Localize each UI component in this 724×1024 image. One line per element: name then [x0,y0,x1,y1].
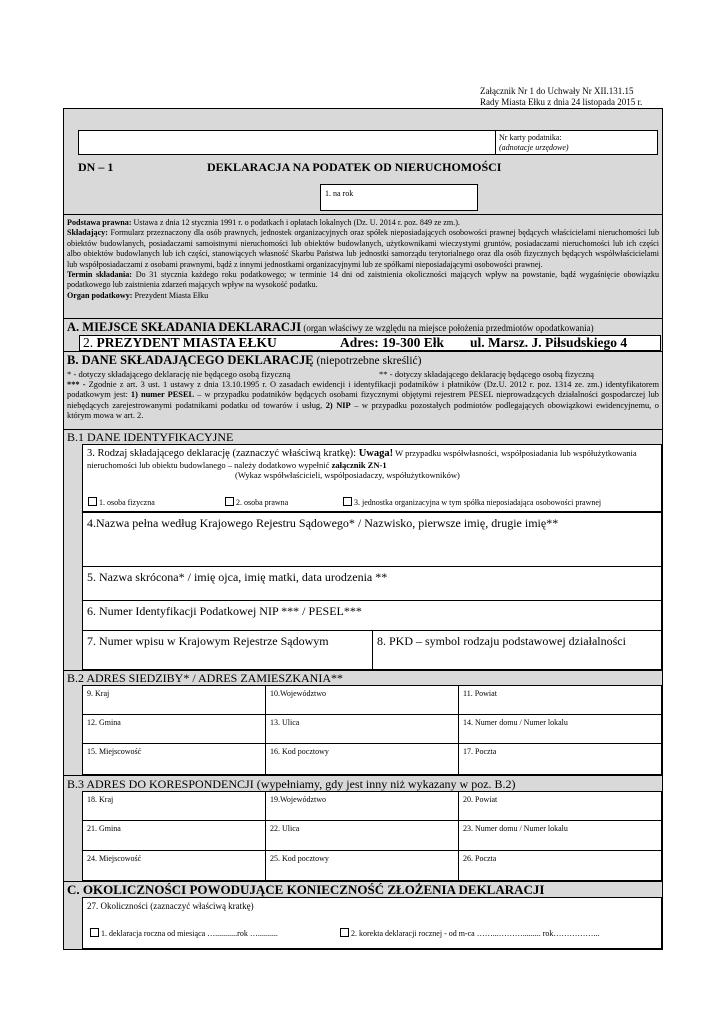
post-office-field[interactable]: 17. Poczta [458,743,662,775]
full-name-field[interactable]: 4.Nazwa pełna według Krajowego Rejestru Sądowego* / Nazwisko, pierwsze imię, drugie imię** [82,512,662,567]
tax-id-field[interactable]: 6. Numer Identyfikacji Podatkowej NIP *** / PESEL*** [82,600,662,631]
county-field[interactable]: 11. Powiat [458,685,662,715]
krs-number-field[interactable]: 7. Numer wpisu w Krajowym Rejestrze Sądowym [82,630,373,670]
annex-reference: Załącznik Nr 1 do Uchwały Nr XII.131.15 Rady Miasta Ełku z dnia 24 listopada 2015 r. [480,86,643,107]
option-natural-person[interactable]: 1. osoba fizyczna [88,497,155,508]
corr-voivodeship-field[interactable]: 19.Województwo [265,791,459,821]
option-annual-declaration[interactable]: 1. deklaracja roczna od miesiąca …...........rok ….......... [90,928,278,939]
municipality-field[interactable]: 12. Gmina [82,714,266,744]
section-b2-heading: B.2 ADRES SIEDZIBY* / ADRES ZAMIESZKANIA** [67,671,344,685]
house-number-field[interactable]: 14. Numer domu / Numer lokalu [458,714,662,744]
corr-city-field[interactable]: 24. Miejscowość [82,850,266,881]
section-c-heading: C. OKOLICZNOŚCI POWODUJĄCE KONIECZNOŚĆ ZŁOŻENIA DEKLARACJI [67,882,545,897]
legal-basis: Podstawa prawna: Ustawa z dnia 12 stycznia 1991 r. o podatkach i opłatach lokalnych (Dz. U. 2014 r. poz. 849 ze zm.). Składający: Formularz przeznaczony dla osób prawnych, jednostek organizacyjnych oraz spółek nieposiadających osobowości prawnej będących właścicielami nieruchomości lub obiektów budowlanych, posiadaczami samoistnymi nieruchomości lub obiektów budowlanych, użytkownikami wieczystymi gruntów, posiadaczami nieruchomości lub ich części albo obiektów budowlanych lub ich części, stanowiących własność Skarbu Państwa lub jednostki samorządu terytorialnego oraz dla osób fizycznych będących współwłaścicielami lub współposiadaczami z osobami prawnymi, bądź z innymi jednostkami organizacyjnymi lub ze spółkami nieposiadającymi osobowości prawnej. Termin składania: Do 31 stycznia każdego roku podatkowego; w terminie 14 dni od zaistnienia okoliczności mających wpływ na powstanie, bądź wygaśnięcie obowiązku podatkowego lub zaistnienia zdarzeń mających wpływ na wysokość podatku. Organ podatkowy: Prezydent Miasta Ełku [64,214,662,318]
taxpayer-card-box[interactable]: Nr karty podatnika: (adnotacje urzędowe) [495,130,658,155]
section-b1-heading: B.1 DANE IDENTYFIKACYJNE [67,430,234,444]
section-b3-heading: B.3 ADRES DO KORESPONDENCJI (wypełniamy, gdy jest inny niż wykazany w poz. B.2) [67,777,516,791]
option-organizational-unit[interactable]: 3. jednostka organizacyjna w tym spółka nieposiadająca osobowości prawnej [343,497,601,508]
short-name-field[interactable]: 5. Nazwa skrócona* / imię ojca, imię matki, data urodzenia ** [82,566,662,601]
country-field[interactable]: 9. Kraj [82,685,266,715]
filer-type-field: 3. Rodzaj składającego deklarację (zaznaczyć właściwą kratkę): Uwaga! W przypadku współwłasności, współposiadania lub współużytkowania nieruchomości lub obiektu budowlanego – należy dodatkowo wypełnić załącznik ZN-1 (Wykaz współwłaścicieli, współposiadaczy, współużytkowników) [82,444,662,512]
corr-postal-code-field[interactable]: 25. Kod pocztowy [265,850,459,881]
checkbox-icon[interactable] [90,928,99,937]
checkbox-icon[interactable] [88,497,97,506]
office-notes-box[interactable] [78,130,496,155]
section-a-heading: A. MIEJSCE SKŁADANIA DEKLARACJI (organ właściwy ze względu na miejsce położenia przedmiotów opodatkowania) [67,320,594,334]
corr-post-office-field[interactable]: 26. Poczta [458,850,662,881]
option-correction[interactable]: 2. korekta deklaracji rocznej - od m-ca ……...………......... rok……………... [340,928,599,939]
authority-street: ul. Marsz. J. Piłsudskiego 4 [470,335,628,350]
street-field[interactable]: 13. Ulica [265,714,459,744]
corr-municipality-field[interactable]: 21. Gmina [82,820,266,851]
section-b: B. DANE SKŁADAJĄCEGO DEKLARACJĘ (niepotrzebne skreślić) * - dotyczy składającego deklarację nie będącego osobą fizyczną ** - dotyczy składającego deklarację będącego osobą fizyczną *** - Zgodnie z art. 3 ust. 1 ustawy z dnia 13.10.1995 r. O zasadach ewidencji i identyfikacji podatników i płatników (Dz.U. 2012 r. poz. 1314 ze. zm.) identyfikatorem podatkowym jest: 1) numer PESEL – w przypadku podatników będących osobami fizycznymi objętymi rejestrem PESEL nieprowadzących działalności gospodarczej lub niebędących zarejestrowanymi podatnikami podatku od towarów i usług, 2) NIP – w przypadku pozostałych podmiotów podlegających obowiązkowi ewidencyjnemu, o którym mowa w art. 2. [64,351,662,429]
corr-county-field[interactable]: 20. Powiat [458,791,662,821]
corr-street-field[interactable]: 22. Ulica [265,820,459,851]
checkbox-icon[interactable] [340,928,349,937]
checkbox-icon[interactable] [343,497,352,506]
tax-authority-line: 2. PREZYDENT MIASTA EŁKU [83,335,277,350]
pkd-field[interactable]: 8. PKD – symbol rodzaju podstawowej działalności [372,630,662,670]
form-title: DEKLARACJA NA PODATEK OD NIERUCHOMOŚCI [207,160,502,174]
tax-year-field[interactable]: 1. na rok [320,184,478,211]
corr-country-field[interactable]: 18. Kraj [82,791,266,821]
voivodeship-field[interactable]: 10.Województwo [265,685,459,715]
corr-house-number-field[interactable]: 23. Numer domu / Numer lokalu [458,820,662,851]
circumstances-field: 27. Okoliczności (zaznaczyć właściwą kratkę) [82,897,662,949]
checkbox-icon[interactable] [225,497,234,506]
city-field[interactable]: 15. Miejscowość [82,743,266,775]
postal-code-field[interactable]: 16. Kod pocztowy [265,743,459,775]
authority-address: Adres: 19-300 Ełk [340,335,445,350]
option-legal-person[interactable]: 2. osoba prawna [225,497,288,508]
form-code: DN – 1 [78,160,114,174]
